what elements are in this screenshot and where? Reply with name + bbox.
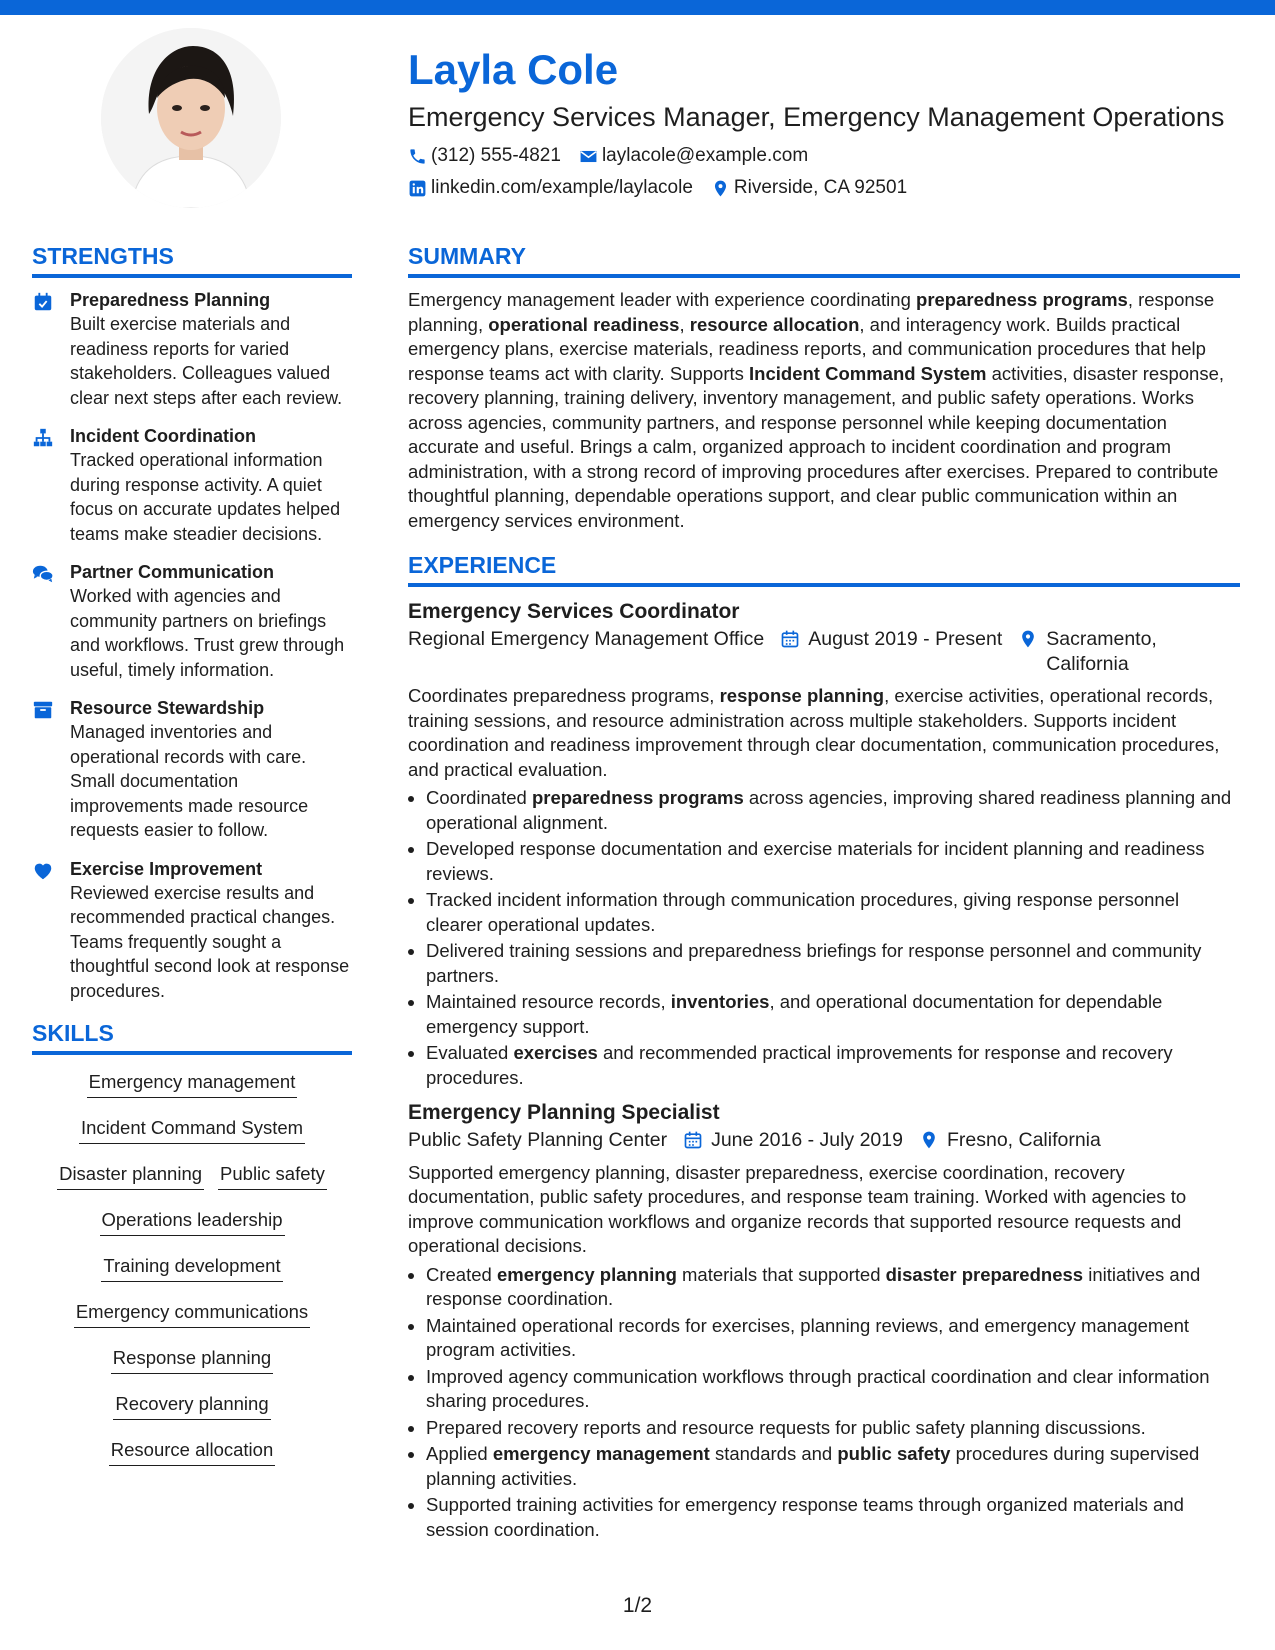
text-segment: initiatives and response coordination. [426,1263,1201,1309]
summary-heading: SUMMARY [408,240,1240,278]
text-segment: Maintained resource records, [426,991,671,1012]
job-bullet [426,990,1240,1039]
text-segment: and recommended practical improvements for response and recovery procedures. [426,1042,1173,1088]
text-segment: Created [426,1263,497,1285]
contact-row-1 [408,140,1248,172]
job-title: Emergency Planning Specialist [408,1101,720,1124]
text-segment: activities, disaster response, recovery planning, training delivery, inventory management, and public safety operations. Works across agencies, community partners, and response personnel while keeping documentation accurate and useful. Brings a calm, organized approach to incident coordination and program administration, with a strong record of improving procedures after exercises. Prepared to contribute thoughtful planning, dependable operations support, and clear public communication within an emergency services environment. [408,362,1225,531]
skill-tag: Recovery planning [113,1391,270,1420]
job-dates: August 2019 - Present [808,628,1003,650]
strength-description: Reviewed exercise results and recommended practical changes. Teams frequently sought a thoughtful second look at response procedures. [70,882,350,1001]
bold-text: disaster preparedness [885,1263,1084,1285]
job-bullet [426,837,1240,886]
map-pin-icon [919,1130,939,1150]
job-bullet [426,1416,1240,1441]
strength-title: Partner Communication [70,562,275,582]
contact-row-2 [408,172,1248,204]
text-segment: , exercise activities, operational records, training sessions, and resource administration across multiple stakeholders. Supports incident coordination and readiness improvement through clear documentation, communication procedures, and practical evaluation. [408,685,1220,780]
strengths-list [32,288,352,1003]
calendar-icon [780,629,800,649]
job-bullet [426,786,1240,835]
text-segment: across agencies, improving shared readiness planning and operational alignment. [426,787,1232,833]
strength-item [32,696,352,843]
text-segment: Applied [426,1443,493,1464]
job-meta [408,1128,1240,1153]
text-segment: Improved agency communication workflows through practical coordination and clear information sharing procedures. [426,1365,1210,1411]
location-contact [711,172,907,204]
job-location-wrap [919,1128,1101,1153]
skills-heading: SKILLS [32,1017,352,1055]
skill-tag: Emergency management [87,1069,298,1098]
right-column [408,240,1240,1544]
text-segment: Evaluated [426,1042,514,1063]
job-entry [408,1098,1240,1542]
job-title: Emergency Services Coordinator [408,600,740,623]
job-bullet [426,1365,1240,1414]
comments-icon [32,563,54,585]
text-segment: Delivered training sessions and preparedness briefings for response personnel and community partners. [426,940,1202,986]
job-dates-wrap [683,1128,903,1153]
bold-text: Incident Command System [749,362,987,384]
strength-description: Worked with agencies and community partners on briefings and workflows. Trust grew through useful, timely information. [70,586,345,680]
strength-title: Exercise Improvement [70,858,263,879]
text-segment: Emergency management leader with experience coordinating [408,289,917,310]
text-segment: Maintained operational records for exercises, planning reviews, and emergency management program activities. [426,1314,1190,1360]
envelope-icon [579,147,598,166]
text-segment: Developed response documentation and exercise materials for incident planning and readiness reviews. [426,838,1205,884]
text-segment: materials that supported [676,1263,886,1285]
linkedin-url: linkedin.com/example/laylacole [431,177,693,198]
job-meta [408,627,1240,676]
strength-title: Incident Coordination [70,426,256,446]
text-segment: Coordinates preparedness programs, [408,685,720,706]
bold-text: exercises [513,1042,598,1063]
job-bullet [426,1314,1240,1363]
job-bullet [426,1442,1240,1491]
strength-item [32,288,352,410]
text-segment: standards and [709,1443,838,1464]
skill-tag: Response planning [111,1345,273,1374]
text-segment: Coordinated [426,787,532,808]
linkedin-contact[interactable] [408,172,693,204]
text-segment: procedures during supervised planning activities. [426,1443,1200,1489]
bold-text: operational readiness [488,313,680,335]
job-location: Fresno, California [946,1129,1101,1151]
profile-photo [101,28,281,208]
strengths-heading: STRENGTHS [32,240,352,278]
calendar-check-icon [32,291,54,313]
email-address: laylacole@example.com [601,145,809,166]
text-segment: , [679,313,690,335]
text-segment: , response planning, [408,289,1215,335]
bold-text: preparedness programs [531,787,744,808]
job-bullet [426,1493,1240,1542]
left-column [32,240,352,1483]
job-location: Sacramento, California [1046,628,1157,675]
job-entry [408,597,1240,1090]
skill-tag: Incident Command System [79,1115,305,1144]
skill-tag: Training development [101,1253,282,1282]
candidate-title: Emergency Services Manager, Emergency Management Operations [408,102,1225,132]
top-accent-bar [0,0,1275,15]
job-description [408,1161,1240,1259]
job-dates-wrap [780,627,1002,676]
sitemap-icon [32,427,54,449]
experience-heading: EXPERIENCE [408,549,1240,587]
text-segment: Tracked incident information through communication procedures, giving response personnel clearer operational updates. [426,889,1180,935]
strength-description: Tracked operational information during response activity. A quiet focus on accurate updates helped teams make steadier decisions. [70,450,341,544]
calendar-icon [683,1130,703,1150]
phone-number: (312) 555-4821 [431,145,561,166]
strength-description: Managed inventories and operational records with care. Small documentation improvements made resource requests easier to follow. [70,722,309,840]
text-segment: , and interagency work. Builds practical emergency plans, exercise materials, readiness reports, and communication procedures that help response teams act with clarity. Supports [408,313,1206,384]
location-text: Riverside, CA 92501 [733,177,908,198]
bold-text: emergency management [492,1443,710,1464]
job-bullet [426,1263,1240,1312]
skill-tag: Resource allocation [109,1437,275,1466]
job-organization: Regional Emergency Management Office [408,628,765,650]
bold-text: inventories [670,991,770,1012]
skill-tag: Operations leadership [100,1207,285,1236]
job-description [408,684,1240,782]
job-bullet [426,888,1240,937]
strength-title: Preparedness Planning [70,290,271,310]
job-bullets [408,1263,1240,1543]
linkedin-icon [408,179,427,198]
strength-item [32,424,352,546]
email-contact[interactable] [579,140,808,172]
skill-tag: Emergency communications [74,1299,310,1328]
strength-item [32,560,352,682]
skill-tag: Public safety [218,1161,327,1190]
resume-header [408,40,1248,204]
job-location-wrap [1018,627,1158,676]
job-bullet [426,939,1240,988]
text-segment: Prepared recovery reports and resource requests for public safety planning discussions. [426,1416,1146,1438]
phone-icon [408,147,427,166]
candidate-name: Layla Cole [408,46,619,93]
bold-text: response planning [719,685,885,706]
text-segment: Supported emergency planning, disaster preparedness, exercise coordination, recovery documentation, public safety procedures, and response team training. Worked with agencies to improve communication workflows and organize records that supported resource requests and operational decisions. [408,1161,1187,1256]
bold-text: public safety [837,1443,951,1464]
bold-text: emergency planning [496,1263,677,1285]
job-organization: Public Safety Planning Center [408,1129,668,1151]
text-segment: , and operational documentation for dependable emergency support. [426,991,1163,1037]
bold-text: preparedness programs [916,289,1128,310]
summary-text [408,288,1240,533]
skill-tag: Disaster planning [57,1161,204,1190]
map-pin-icon [1018,629,1038,649]
page-number: 1/2 [622,1594,653,1617]
heart-icon [32,860,54,882]
job-bullets [408,786,1240,1090]
phone-contact[interactable] [408,140,561,172]
text-segment: Supported training activities for emergency response teams through organized materials and session coordination. [426,1494,1184,1540]
job-dates: June 2016 - July 2019 [711,1129,903,1151]
strength-title: Resource Stewardship [70,698,265,718]
archive-box-icon [32,699,54,721]
bold-text: resource allocation [689,313,860,335]
skills-list [32,1065,352,1483]
job-bullet [426,1041,1240,1090]
map-pin-icon [711,179,730,198]
strength-description: Built exercise materials and readiness reports for varied stakeholders. Colleagues valued clear next steps after each review. [70,314,343,408]
strength-item [32,857,352,1004]
